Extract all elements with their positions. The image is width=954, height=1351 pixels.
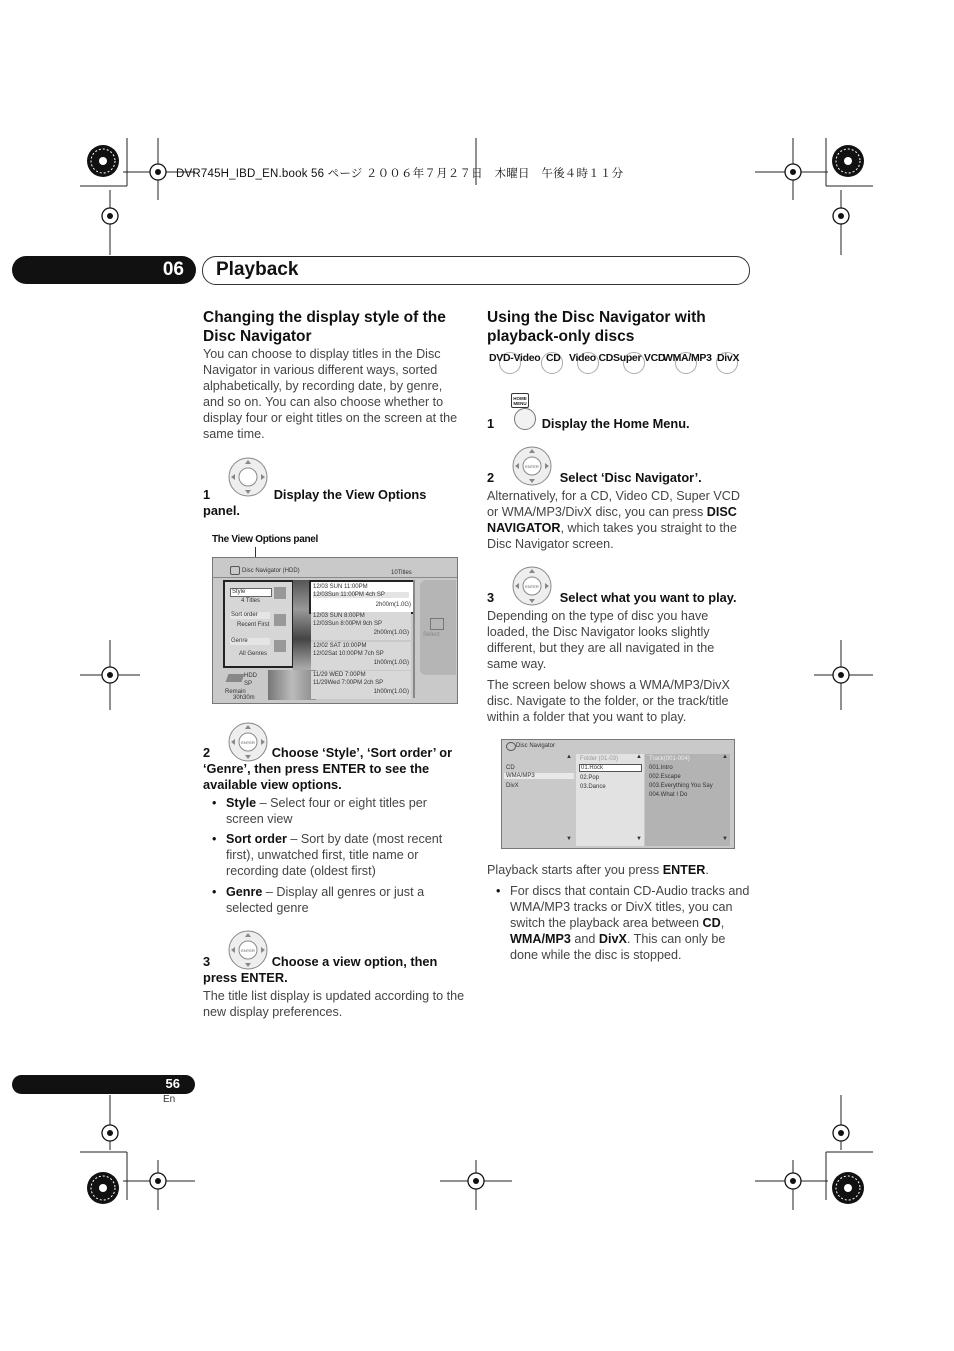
option-genre-value: All Genres bbox=[239, 651, 268, 657]
screen-title: Disc Navigator (HDD) bbox=[242, 568, 300, 574]
entry-line1: 12/03 SUN 11:00PM bbox=[313, 584, 368, 590]
left-step-3 bbox=[203, 954, 465, 986]
bullet-term: Style bbox=[226, 796, 257, 810]
joystick-label: ENTER bbox=[525, 584, 539, 589]
entry-duration: 1h00m(1.0G) bbox=[373, 689, 409, 695]
right-heading: Using the Disc Navigator with playback-only discs bbox=[487, 309, 706, 345]
bullet-style: • Style – Select four or eight titles per screen view bbox=[212, 796, 427, 827]
step-text: Select what you want to play. bbox=[559, 590, 737, 605]
entry-line2: 12/03Sun 11:00PM 4ch SP bbox=[313, 592, 409, 598]
step-number: 3 bbox=[203, 954, 211, 969]
left-heading: Changing the display style of the Disc Navigator bbox=[203, 309, 446, 345]
right-step-1 bbox=[487, 416, 749, 432]
divider bbox=[213, 577, 457, 578]
folder-list bbox=[576, 754, 644, 846]
up-arrow-icon[interactable]: ▲ bbox=[566, 754, 572, 760]
left-step-1 bbox=[203, 487, 465, 519]
entry-line2: 11/29Wed 7:00PM 2ch SP bbox=[313, 680, 384, 686]
key-name: DISC NAVIGATOR bbox=[487, 505, 737, 536]
select-icon bbox=[430, 618, 444, 630]
option-sort-label[interactable]: Sort order bbox=[230, 612, 270, 619]
title-entry[interactable] bbox=[311, 671, 411, 699]
track-list bbox=[645, 754, 730, 846]
area-item-wma-mp3[interactable]: WMA/MP3 bbox=[504, 773, 574, 779]
entry-duration: 1h00m(1.0G) bbox=[373, 660, 409, 666]
area-item-divx[interactable]: DivX bbox=[506, 783, 519, 789]
folder-item[interactable]: 02.Pop bbox=[580, 775, 600, 781]
entry-line2: 12/03Sun 8:00PM 9ch SP bbox=[313, 621, 383, 627]
down-arrow-icon[interactable]: ▼ bbox=[636, 836, 642, 842]
after-play-text bbox=[487, 862, 749, 878]
disc-icon bbox=[230, 566, 240, 575]
thumbnail bbox=[268, 670, 316, 700]
step-text: Choose a view option, then press ENTER. bbox=[203, 954, 438, 986]
step-number: 1 bbox=[487, 416, 495, 431]
right-para2: The screen below shows a WMA/MP3/DivX disc. Navigate to the folder, or the track/title within a folder that you want to play. bbox=[487, 678, 730, 725]
options-panel bbox=[223, 580, 294, 668]
option-genre-label[interactable]: Genre bbox=[230, 638, 270, 645]
left-outro: The title list display is updated according to the new display preferences. bbox=[203, 989, 465, 1020]
genre-icon bbox=[274, 640, 286, 652]
body-text: For discs that contain CD-Audio tracks and WMA/MP3 tracks or DivX titles, you can switch the playback area between bbox=[510, 884, 750, 931]
bullet-term: Genre bbox=[226, 885, 263, 899]
body-text: . This can only be done while the disc is stopped. bbox=[510, 932, 726, 963]
title-entry-selected[interactable] bbox=[309, 580, 415, 614]
entry-line1: 12/03 SUN 8:00PM bbox=[313, 613, 365, 619]
folder-item-selected[interactable]: 01.Rock bbox=[579, 764, 642, 772]
area-list bbox=[504, 763, 574, 843]
print-header: DVR745H_IBD_EN.book 56 ページ ２００６年７月２７日 木曜日 午後４時１１分 bbox=[176, 168, 624, 180]
step-number: 1 bbox=[203, 487, 211, 502]
page-number: 56 bbox=[165, 1076, 180, 1091]
option-style-label[interactable]: Style bbox=[230, 588, 272, 597]
option-sort-value: Recent First bbox=[237, 622, 270, 628]
disc-icon bbox=[506, 742, 516, 751]
badge-cd bbox=[546, 352, 561, 372]
bullet-desc: – Select four or eight titles per screen view bbox=[226, 796, 427, 827]
badge-label: DVD-Video bbox=[489, 352, 541, 364]
down-arrow-icon[interactable]: ▼ bbox=[722, 836, 728, 842]
badge-label: WMA/MP3 bbox=[663, 352, 712, 364]
hdd-label: HDD bbox=[244, 673, 257, 679]
bullet-genre: • Genre – Display all genres or just a selected genre bbox=[212, 885, 425, 916]
view-options-screen bbox=[212, 557, 458, 704]
entry-duration: 2h00m(1.0G) bbox=[373, 630, 409, 636]
title-count: 10Titles bbox=[391, 570, 412, 576]
right-step-3 bbox=[487, 590, 749, 606]
track-header: Track(001-004) bbox=[649, 756, 690, 762]
body-text: Playback starts after you press bbox=[487, 863, 663, 877]
bullet-desc: – Display all genres or just a selected genre bbox=[226, 885, 425, 916]
badge-super-vcd bbox=[613, 352, 665, 372]
sort-icon bbox=[274, 614, 286, 626]
scrollbar[interactable] bbox=[413, 580, 415, 698]
area-item-cd[interactable]: CD bbox=[506, 765, 515, 771]
folder-header: Folder (01-03) bbox=[580, 756, 619, 762]
step-number: 2 bbox=[487, 470, 495, 485]
step-text: Display the View Options panel. bbox=[203, 487, 427, 519]
note-bullet: • For discs that contain CD-Audio tracks and WMA/MP3 tracks or DivX titles, you can switch the playback area between CD, WMA/MP3 and DivX. This can only be done while the disc is stopped. bbox=[496, 884, 750, 963]
language-label: En bbox=[163, 1094, 176, 1105]
joystick-label: ENTER bbox=[241, 740, 255, 745]
body-text: . bbox=[705, 863, 709, 877]
folder-item[interactable]: 03.Dance bbox=[580, 784, 606, 790]
chapter-title-box bbox=[202, 256, 750, 285]
entry-line1: 12/02 SAT 10:00PM bbox=[313, 643, 367, 649]
badge-dvd-video bbox=[489, 352, 540, 372]
body-text: and bbox=[570, 932, 599, 947]
remain-value: 30h30m bbox=[233, 695, 255, 701]
bullet-desc: – Sort by date (most recent first), unwatched first, title name or recording date (oldest first) bbox=[226, 832, 443, 879]
right-para1: Depending on the type of disc you have loaded, the Disc Navigator looks slightly different, but they are all navigated in the same way. bbox=[487, 609, 715, 672]
screen-title: Disc Navigator bbox=[516, 743, 556, 749]
badge-divx bbox=[717, 352, 739, 372]
track-item[interactable]: 002.Escape bbox=[649, 774, 681, 780]
badge-video-cd bbox=[569, 352, 613, 372]
option-style-value: 4 Titles bbox=[241, 598, 261, 604]
step-text: Select ‘Disc Navigator’. bbox=[559, 470, 702, 485]
joystick-label: ENTER bbox=[525, 464, 539, 469]
track-item[interactable]: 004.What I Do bbox=[649, 792, 688, 798]
side-label: Select bbox=[423, 632, 440, 638]
home-menu-button-label: HOME MENU bbox=[511, 393, 529, 408]
step-number: 2 bbox=[203, 745, 211, 760]
right-step2-body bbox=[487, 488, 749, 552]
hdd-icon bbox=[226, 674, 245, 682]
up-arrow-icon[interactable]: ▲ bbox=[636, 754, 642, 760]
badge-label: Super VCD bbox=[613, 352, 666, 364]
panel-caption: The View Options panel bbox=[212, 534, 319, 545]
title-entry[interactable] bbox=[311, 612, 411, 640]
style-icon bbox=[274, 587, 286, 599]
bullet-term: Sort order bbox=[226, 832, 287, 846]
body-text: , which takes you straight to the Disc Navigator screen. bbox=[487, 521, 737, 552]
side-panel bbox=[420, 580, 456, 675]
remain-label: Remain bbox=[225, 689, 246, 695]
joystick-label: ENTER bbox=[241, 948, 255, 953]
badge-label: DivX bbox=[717, 352, 740, 364]
badge-label: CD bbox=[546, 352, 561, 364]
up-arrow-icon[interactable]: ▲ bbox=[722, 754, 728, 760]
entry-line2: 12/02Sat 10:00PM 7ch SP bbox=[313, 651, 384, 657]
down-arrow-icon[interactable]: ▼ bbox=[566, 836, 572, 842]
right-step-2 bbox=[487, 470, 749, 486]
entry-duration: 2h00m(1.0G) bbox=[375, 602, 411, 608]
left-intro: You can choose to display titles in the Disc Navigator in various different ways, sorted alphabetically, by recording date, by genre, and so on. You can also choose whether to display four or eight titles on the screen at the same time. bbox=[203, 347, 458, 442]
disc-navigator-screen bbox=[501, 739, 735, 849]
step-text: Choose ‘Style’, ‘Sort order’ or ‘Genre’, then press ENTER to see the available view options. bbox=[203, 745, 453, 793]
chapter-title: Playback bbox=[216, 259, 299, 280]
chapter-number-tab bbox=[12, 256, 196, 284]
key-name: WMA/MP3 bbox=[510, 932, 571, 947]
sp-label: SP bbox=[244, 681, 253, 687]
body-text: Alternatively, for a CD, Video CD, Super VCD or WMA/MP3/DivX disc, you can press bbox=[487, 489, 740, 520]
key-name: ENTER bbox=[662, 863, 706, 877]
badge-label: Video CD bbox=[569, 352, 614, 364]
track-item[interactable]: 003.Everything You Say bbox=[649, 783, 713, 789]
track-item[interactable]: 001.Intro bbox=[649, 765, 673, 771]
key-name: DivX bbox=[598, 932, 627, 947]
left-step-2 bbox=[203, 745, 465, 794]
bullet-sort-order: • Sort order – Sort by date (most recent first), unwatched first, title name or recording date (oldest first) bbox=[212, 832, 443, 879]
badge-wma-mp3 bbox=[663, 352, 712, 372]
key-name: CD bbox=[702, 916, 721, 931]
body-text: , bbox=[720, 916, 725, 931]
step-number: 3 bbox=[487, 590, 495, 605]
step-text: Display the Home Menu. bbox=[541, 416, 690, 431]
title-entry[interactable] bbox=[311, 642, 411, 670]
entry-line1: 11/29 WED 7:00PM bbox=[313, 672, 366, 678]
chapter-number: 06 bbox=[162, 259, 184, 280]
page-number-tab bbox=[12, 1075, 195, 1094]
